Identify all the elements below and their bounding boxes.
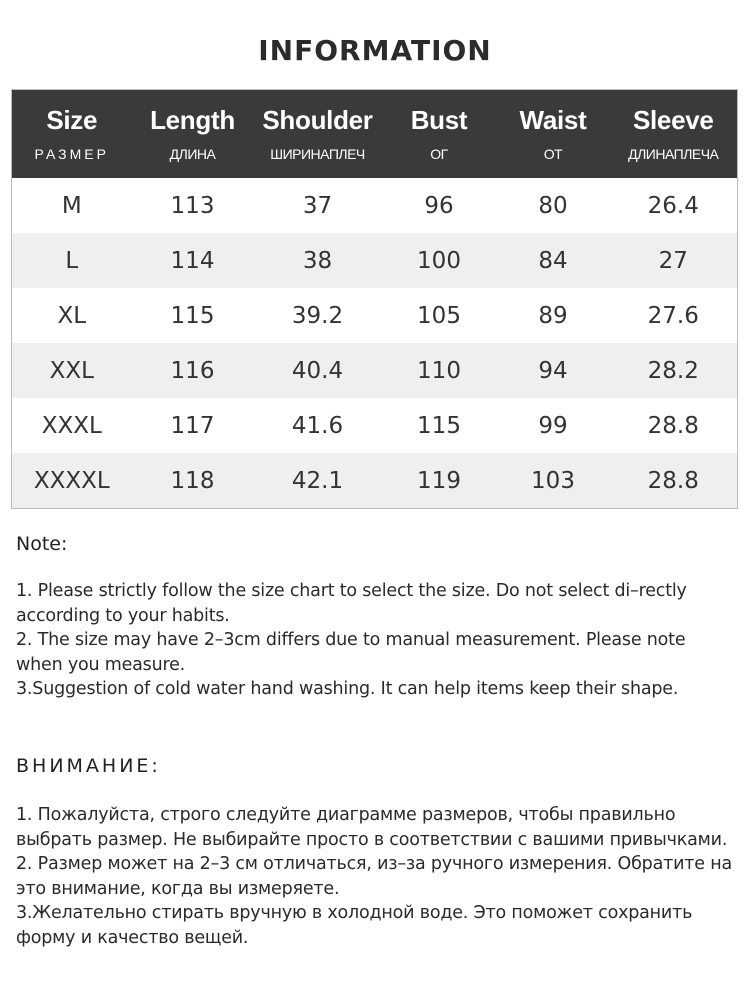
- cell-bust: 110: [382, 343, 497, 398]
- cell-sleeve: 27.6: [610, 288, 738, 343]
- table-row: [12, 178, 738, 233]
- header-label-en: Sleeve: [632, 105, 714, 135]
- table-header: [12, 90, 738, 179]
- note-en-heading: Note:: [16, 533, 68, 555]
- cell-waist: 84: [497, 233, 610, 288]
- cell-length: 117: [132, 398, 254, 453]
- cell-size: M: [12, 178, 132, 233]
- table-row: [12, 233, 738, 288]
- table-row: [12, 343, 738, 398]
- header-waist: [497, 90, 610, 179]
- header-label-ru: ОТ: [543, 146, 563, 162]
- header-size: [12, 90, 132, 179]
- note-ru-section: [16, 755, 732, 950]
- cell-sleeve: 28.2: [610, 343, 738, 398]
- cell-shoulder: 37: [254, 178, 382, 233]
- note-en-section: [16, 533, 732, 702]
- cell-length: 116: [132, 343, 254, 398]
- cell-shoulder: 39.2: [254, 288, 382, 343]
- cell-length: 113: [132, 178, 254, 233]
- header-bust: [382, 90, 497, 179]
- header-label-en: Waist: [519, 105, 587, 135]
- note-ru-heading: ВНИМАНИЕ:: [16, 755, 161, 777]
- header-length: [132, 90, 254, 179]
- cell-size: XL: [12, 288, 132, 343]
- cell-size: XXL: [12, 343, 132, 398]
- cell-sleeve: 28.8: [610, 453, 738, 509]
- cell-waist: 99: [497, 398, 610, 453]
- header-shoulder: [254, 90, 382, 179]
- cell-bust: 119: [382, 453, 497, 509]
- note-en-list: [16, 579, 732, 702]
- cell-bust: 96: [382, 178, 497, 233]
- header-label-en: Bust: [410, 105, 468, 135]
- cell-length: 118: [132, 453, 254, 509]
- header-row: [12, 90, 738, 179]
- header-label-ru: ДЛИНАПЛЕЧА: [628, 146, 719, 162]
- cell-sleeve: 26.4: [610, 178, 738, 233]
- note-ru-item: 2. Размер может на 2–3 см отличаться, из–за ручного измерения. Обратите на это внимание, когда вы измеряете.: [16, 854, 732, 899]
- header-sleeve: [610, 90, 738, 179]
- header-label-en: Size: [46, 105, 98, 135]
- cell-waist: 94: [497, 343, 610, 398]
- cell-size: L: [12, 233, 132, 288]
- cell-waist: 89: [497, 288, 610, 343]
- table-row: [12, 398, 738, 453]
- note-ru-list: [16, 803, 732, 950]
- cell-waist: 103: [497, 453, 610, 509]
- cell-sleeve: 27: [610, 233, 738, 288]
- page-title: INFORMATION: [258, 34, 492, 67]
- header-label-ru: РАЗМЕР: [34, 146, 109, 162]
- size-chart-table: [11, 89, 738, 509]
- cell-length: 115: [132, 288, 254, 343]
- cell-size: XXXL: [12, 398, 132, 453]
- cell-shoulder: 42.1: [254, 453, 382, 509]
- note-ru-item: 3.Желательно стирать вручную в холодной воде. Это поможет сохранить форму и качество вещей.: [16, 903, 693, 948]
- header-label-ru: ОГ: [430, 146, 448, 162]
- cell-size: XXXXL: [12, 453, 132, 509]
- note-ru-item: 1. Пожалуйста, строго следуйте диаграмме размеров, чтобы правильно выбрать размер. Не выбирайте просто в соответствии с вашими привычками.: [16, 805, 728, 850]
- header-label-ru: ДЛИНА: [169, 146, 216, 162]
- note-en-item: 3.Suggestion of cold water hand washing. It can help items keep their shape.: [16, 679, 679, 699]
- cell-bust: 115: [382, 398, 497, 453]
- cell-waist: 80: [497, 178, 610, 233]
- table-row: [12, 453, 738, 509]
- cell-shoulder: 38: [254, 233, 382, 288]
- table-body: [12, 178, 738, 509]
- cell-bust: 105: [382, 288, 497, 343]
- header-label-ru: ШИРИНАПЛЕЧ: [270, 146, 365, 162]
- cell-length: 114: [132, 233, 254, 288]
- header-label-en: Length: [150, 105, 235, 135]
- cell-sleeve: 28.8: [610, 398, 738, 453]
- cell-bust: 100: [382, 233, 497, 288]
- header-label-en: Shoulder: [262, 105, 373, 135]
- note-en-item: 1. Please strictly follow the size chart to select the size. Do not select di–rectly according to your habits.: [16, 581, 687, 626]
- cell-shoulder: 40.4: [254, 343, 382, 398]
- note-en-item: 2. The size may have 2–3cm differs due to manual measurement. Please note when you measure.: [16, 630, 686, 675]
- table-row: [12, 288, 738, 343]
- cell-shoulder: 41.6: [254, 398, 382, 453]
